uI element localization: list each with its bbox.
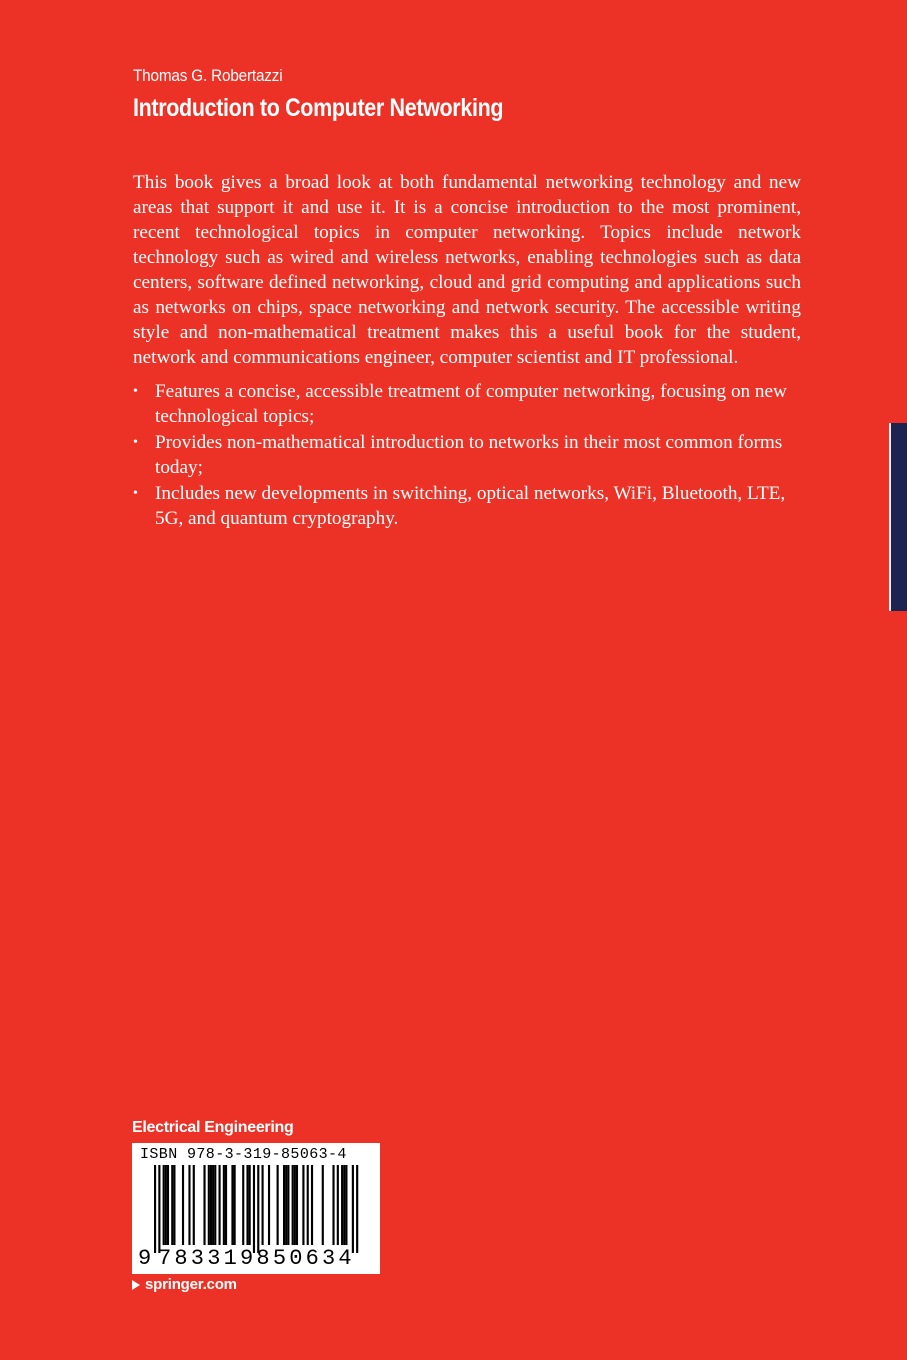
barcode-guard-bar [154,1165,156,1253]
spine-color-tab [889,423,907,611]
arrow-right-icon [132,1280,140,1290]
barcode-bar [292,1165,294,1245]
barcode-bar [345,1165,347,1245]
barcode-bar [332,1165,334,1245]
website-label: springer.com [145,1276,237,1293]
barcode-bar [167,1165,169,1245]
feature-list [133,379,793,532]
barcode-bar [287,1165,289,1245]
bullet-icon: • [133,384,138,399]
barcode-bar [223,1165,225,1245]
barcode-bar [163,1165,165,1245]
bullet-icon: • [133,435,138,450]
feature-text: Features a concise, accessible treatment of computer networking, focusing on new technological topics; [155,381,787,427]
bullet-icon: • [133,486,138,501]
barcode-guard-bar [158,1165,160,1253]
barcode-guard-bar [356,1165,358,1253]
barcode-guard-bar [352,1165,354,1253]
barcode-bar [188,1165,190,1245]
feature-item [133,430,793,480]
ean-digits: 783319850634 [158,1246,355,1271]
feature-item [133,379,793,429]
barcode-bar [341,1165,343,1245]
barcode-bar [173,1165,175,1245]
barcode-bar [311,1165,313,1245]
feature-text: Includes new developments in switching, optical networks, WiFi, Bluetooth, LTE, 5G, and quantum cryptography. [155,483,786,529]
barcode-bar [343,1165,345,1245]
barcode-bar [268,1165,270,1245]
barcode-bar [165,1165,167,1245]
barcode-guard-bar [253,1165,255,1253]
barcode-bar [242,1165,244,1245]
author-name: Thomas G. Robertazzi [133,66,283,85]
barcode-bar [182,1165,184,1245]
barcode-bar [231,1165,233,1245]
barcode-bar [203,1165,205,1245]
barcode-bar [302,1165,304,1245]
barcode-bar [214,1165,216,1245]
barcode-bar [234,1165,236,1245]
barcode-bar [262,1165,264,1245]
barcode-bar [277,1165,279,1245]
barcode-bar [307,1165,309,1245]
barcode-bar [296,1165,298,1245]
barcode-bar [246,1165,248,1245]
feature-item [133,481,793,531]
feature-text: Provides non-mathematical introduction to networks in their most common forms today; [155,432,783,478]
barcode-bar [322,1165,324,1245]
barcode-guard-bar [257,1165,259,1253]
barcode-bar [225,1165,227,1245]
barcode-bar [193,1165,195,1245]
barcode-bar [210,1165,212,1245]
barcode-bar [171,1165,173,1245]
publisher-website[interactable] [132,1276,237,1293]
barcode-bar [219,1165,221,1245]
barcode-bar [337,1165,339,1245]
barcode-bar [285,1165,287,1245]
barcode-bar [212,1165,214,1245]
barcode [132,1143,380,1274]
book-title: Introduction to Computer Networking [133,94,504,122]
ean-first-digit: 9 [138,1246,152,1271]
isbn-label: ISBN 978-3-319-85063-4 [140,1146,347,1163]
book-description: This book gives a broad look at both fundamental networking technology and new areas that support it and use it. It is a concise introduction to the most prominent, recent technological topics in computer networking. Topics include network technology such as wired and wireless networks, enabling technologies such as data centers, software defined networking, cloud and grid computing and applications such as networks on chips, space networking and network security. The accessible writing style and non-mathematical treatment makes this a useful book for the student, network and communications engineer, computer scientist and IT professional. [133,172,801,368]
barcode-bar [283,1165,285,1245]
barcode-bar [208,1165,210,1245]
barcode-bar [294,1165,296,1245]
barcode-bar [249,1165,251,1245]
subject-category: Electrical Engineering [132,1119,294,1136]
